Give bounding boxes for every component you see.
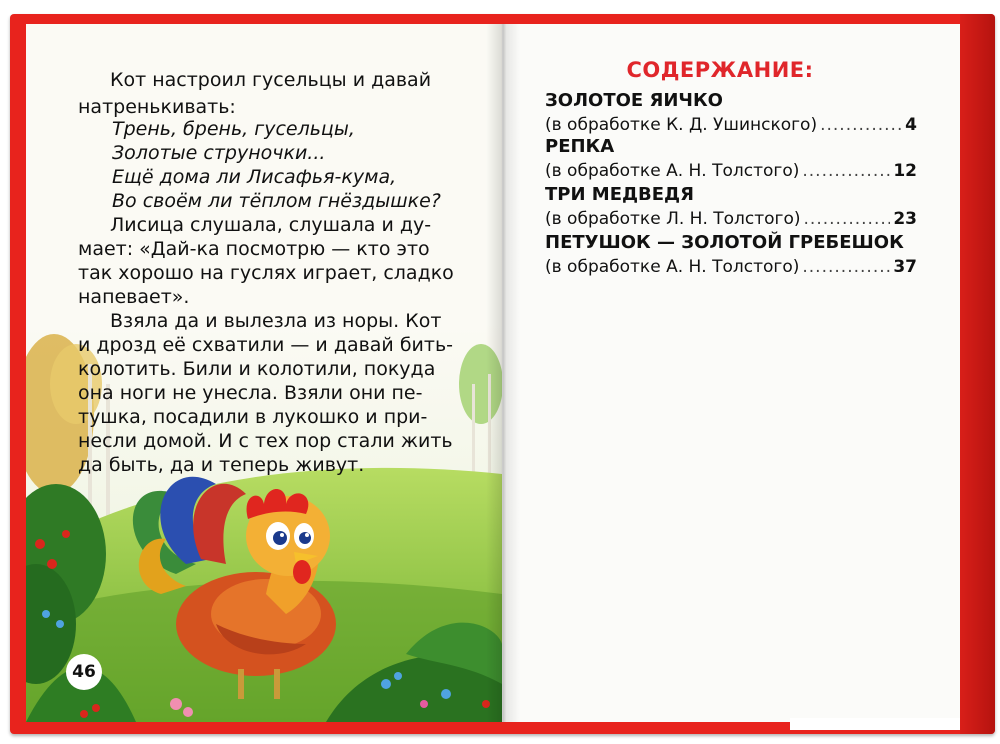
- left-page: [26, 24, 502, 722]
- story-line: так хорошо на гуслях играет, сладко: [78, 262, 454, 284]
- toc-entry[interactable]: [545, 115, 917, 135]
- story-line: Во своём ли тёплом гнёздышке?: [112, 190, 441, 212]
- page-number: 46: [66, 654, 102, 690]
- story-line: колотить. Били и колотили, покуда: [78, 358, 436, 380]
- cover-edge: [960, 14, 995, 734]
- toc-heading: ЗОЛОТОЕ ЯИЧКО: [545, 90, 723, 111]
- toc-leader-dots: [802, 161, 890, 181]
- toc-leader-dots: [802, 257, 890, 277]
- toc-page-number: 37: [893, 257, 917, 277]
- toc-note: (в обработке Л. Н. Толстого): [545, 209, 801, 229]
- story-line: Ещё дома ли Лисафья-кума,: [112, 166, 397, 188]
- story-line: и дрозд её схватили — и давай бить-: [78, 334, 454, 356]
- toc-heading: ТРИ МЕДВЕДЯ: [545, 184, 694, 205]
- toc-entry[interactable]: [545, 257, 917, 277]
- toc-leader-dots: [804, 209, 891, 229]
- story-line: Кот настроил гусельцы и давай: [110, 69, 432, 91]
- toc-page-number: 4: [905, 115, 917, 135]
- story-line: она ноги не унесла. Взяли они пе-: [78, 382, 423, 404]
- story-line: тушка, посадили в лукошко и при-: [78, 406, 428, 428]
- toc-note: (в обработке К. Д. Ушинского): [545, 115, 818, 135]
- contents-title: СОДЕРЖАНИЕ:: [626, 58, 814, 82]
- story-line: Золотые струночки...: [112, 142, 326, 164]
- story-line: Трень, брень, гусельцы,: [112, 118, 355, 140]
- toc-note: (в обработке А. Н. Толстого): [545, 257, 800, 277]
- story-line: да быть, да и теперь живут.: [78, 454, 365, 476]
- story-line: натренькивать:: [78, 96, 236, 118]
- toc-entry[interactable]: [545, 161, 917, 181]
- toc-note: (в обработке А. Н. Толстого): [545, 161, 800, 181]
- right-page: [502, 24, 960, 722]
- toc-leader-dots: [820, 115, 902, 135]
- toc-page-number: 12: [893, 161, 917, 181]
- story-line: напевает».: [78, 286, 190, 308]
- toc-heading: РЕПКА: [545, 136, 615, 157]
- story-line: мает: «Дай-ка посмотрю — кто это: [78, 238, 430, 260]
- story-line: Взяла да и вылезла из норы. Кот: [110, 310, 442, 332]
- story-line: Лисица слушала, слушала и ду-: [110, 214, 432, 236]
- toc-entry[interactable]: [545, 209, 917, 229]
- toc-heading: ПЕТУШОК — ЗОЛОТОЙ ГРЕБЕШОК: [545, 232, 904, 253]
- page-edge: [790, 718, 960, 730]
- toc-page-number: 23: [893, 209, 917, 229]
- story-line: несли домой. И с тех пор стали жить: [78, 430, 453, 452]
